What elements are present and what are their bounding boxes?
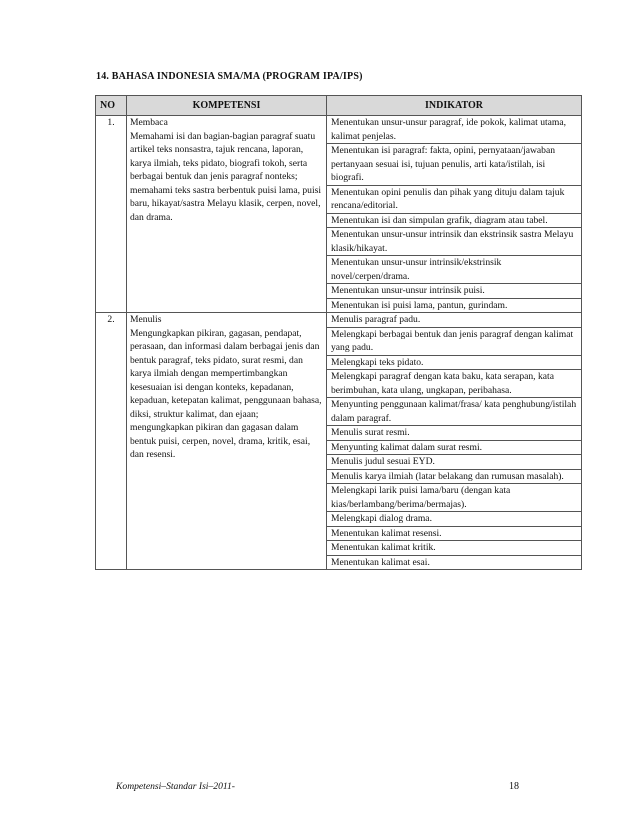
- header-row: [96, 96, 582, 116]
- footer-label: Kompetensi–Standar Isi–2011-: [116, 781, 235, 792]
- indikator-cell: Melengkapi larik puisi lama/baru (dengan kata kias/berlambang/berima/bermajas).: [327, 484, 582, 512]
- kompetensi-description: Mengungkapkan pikiran, gagasan, pendapat, perasaan, dan informasi dalam berbagai jenis dan bentuk paragraf, teks pidato, surat resmi, dan karya ilmiah dengan mempertimbangkan kesesuaian isi dengan konteks, kepadanan, kepaduan, ketepatan kalimat, penggunaan bahasa, diksi, struktur kalimat, dan ejaan; mengungkapkan pikiran dan gagasan dalam bentuk puisi, cerpen, novel, drama, kritik, esai, dan resensi.: [130, 327, 322, 460]
- indikator-cell: Menyunting kalimat dalam surat resmi.: [327, 440, 582, 455]
- indikator-cell: Melengkapi teks pidato.: [327, 355, 582, 370]
- indikator-cell: Melengkapi berbagai bentuk dan jenis paragraf dengan kalimat yang padu.: [327, 327, 582, 355]
- table-body: [96, 116, 582, 570]
- kompetensi-title: Membaca: [130, 117, 168, 128]
- indikator-cell: Menulis paragraf padu.: [327, 313, 582, 328]
- page-number: 18: [509, 781, 519, 792]
- competency-table: [95, 95, 582, 570]
- header-indikator: INDIKATOR: [327, 96, 582, 116]
- indikator-cell: Menulis surat resmi.: [327, 426, 582, 441]
- indikator-cell: Menulis judul sesuai EYD.: [327, 455, 582, 470]
- indikator-cell: Melengkapi paragraf dengan kata baku, kata serapan, kata berimbuhan, kata ulang, ungkapan, peribahasa.: [327, 370, 582, 398]
- row-number: 2.: [96, 313, 127, 570]
- indikator-cell: Menentukan isi puisi lama, pantun, gurindam.: [327, 298, 582, 313]
- kompetensi-description: Memahami isi dan bagian-bagian paragraf suatu artikel teks nonsastra, tajuk rencana, laporan, karya ilmiah, teks pidato, biografi tokoh, serta berbagai bentuk dan jenis paragraf nonteks; memahami teks sastra berbentuk puisi lama, puisi baru, hikayat/sastra Melayu klasik, cerpen, novel, dan drama.: [130, 130, 322, 223]
- header-no: NO: [96, 96, 127, 116]
- indikator-cell: Menentukan isi dan simpulan grafik, diagram atau tabel.: [327, 213, 582, 228]
- page-title: 14. BAHASA INDONESIA SMA/MA (PROGRAM IPA/IPS): [96, 71, 363, 82]
- indikator-cell: Menentukan opini penulis dan pihak yang dituju dalam tajuk rencana/editorial.: [327, 185, 582, 213]
- indikator-cell: Menulis karya ilmiah (latar belakang dan rumusan masalah).: [327, 469, 582, 484]
- kompetensi-cell: [127, 116, 327, 313]
- row-number: 1.: [96, 116, 127, 313]
- indikator-cell: Menentukan isi paragraf: fakta, opini, pernyataan/jawaban pertanyaan sesuai isi, tujuan penulis, arti kata/istilah, isi biografi.: [327, 144, 582, 186]
- indikator-cell: Menentukan kalimat resensi.: [327, 526, 582, 541]
- kompetensi-cell: [127, 313, 327, 570]
- indikator-cell: Menentukan unsur-unsur intrinsik/ekstrinsik novel/cerpen/drama.: [327, 256, 582, 284]
- indikator-cell: Menentukan kalimat esai.: [327, 555, 582, 570]
- table-row: [96, 116, 582, 144]
- indikator-cell: Menentukan unsur-unsur paragraf, ide pokok, kalimat utama, kalimat penjelas.: [327, 116, 582, 144]
- kompetensi-title: Menulis: [130, 314, 162, 325]
- indikator-cell: Menentukan kalimat kritik.: [327, 541, 582, 556]
- indikator-cell: Menyunting penggunaan kalimat/frasa/ kata penghubung/istilah dalam paragraf.: [327, 398, 582, 426]
- table-header: [96, 96, 582, 116]
- table-row: [96, 313, 582, 328]
- indikator-cell: Melengkapi dialog drama.: [327, 512, 582, 527]
- indikator-cell: Menentukan unsur-unsur intrinsik puisi.: [327, 284, 582, 299]
- indikator-cell: Menentukan unsur-unsur intrinsik dan ekstrinsik sastra Melayu klasik/hikayat.: [327, 228, 582, 256]
- header-kompetensi: KOMPETENSI: [127, 96, 327, 116]
